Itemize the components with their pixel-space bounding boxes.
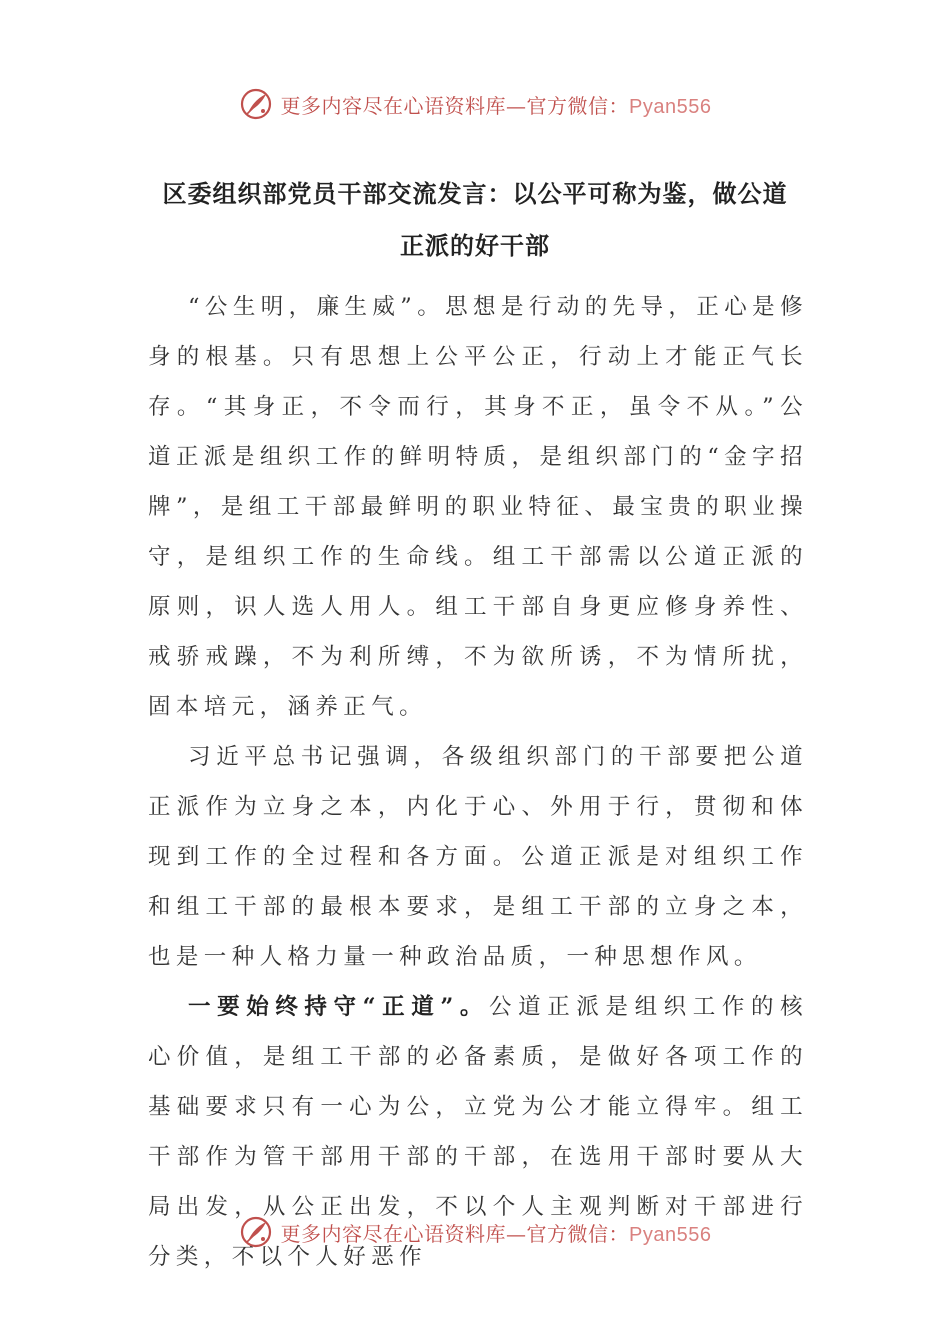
title-line-1: 区委组织部党员干部交流发言：以公平可称为鉴，做公道 bbox=[162, 180, 788, 208]
quill-pen-circle-icon bbox=[239, 1215, 273, 1249]
title-line-2: 正派的好干部 bbox=[400, 232, 550, 260]
header-watermark bbox=[0, 84, 950, 124]
paragraph-1: “公生明，廉生威”。思想是行动的先导，正心是修身的根基。只有思想上公平公正，行动上才能正气长存。“其身正，不令而行，其身不正，虽令不从。”公道正派是组织工作的鲜明特质，是组织部门的“金字招牌”，是组工干部最鲜明的职业特征、最宝贵的职业操守，是组织工作的生命线。组工干部需以公道正派的原则，识人选人用人。组工干部自身更应修身养性、戒骄戒躁，不为利所缚，不为欲所诱，不为情所扰，固本培元，涵养正气。 bbox=[148, 294, 808, 720]
document-body bbox=[148, 282, 808, 1282]
watermark-text: 更多内容尽在心语资料库—官方微信：Pyan556 bbox=[280, 93, 712, 118]
section-1-text: 公道正派是组织工作的核心价值，是组工干部的必备素质，是做好各项工作的基础要求只有一心为公，立党为公才能立得牢。组工干部作为管干部用干部的干部，在选用干部时要从大局出发，从公正出发，不以个人主观判断对干部进行分类，不以个人好恶作 bbox=[148, 994, 808, 1270]
paragraph-2: 习近平总书记强调，各级组织部门的干部要把公道正派作为立身之本，内化于心、外用于行，贯彻和体现到工作的全过程和各方面。公道正派是对组织工作和组工干部的最根本要求，是组工干部的立身之本，也是一种人格力量一种政治品质，一种思想作风。 bbox=[148, 744, 808, 970]
section-1-lead: 一要始终持守“正道”。 bbox=[188, 994, 490, 1020]
watermark-wechat-id: Pyan556 bbox=[629, 1223, 712, 1246]
watermark-wechat-id: Pyan556 bbox=[629, 95, 712, 118]
watermark-text: 更多内容尽在心语资料库—官方微信：Pyan556 bbox=[280, 1221, 712, 1246]
quill-pen-circle-icon bbox=[239, 87, 273, 121]
footer-watermark bbox=[0, 1212, 950, 1252]
document-title bbox=[120, 168, 830, 272]
